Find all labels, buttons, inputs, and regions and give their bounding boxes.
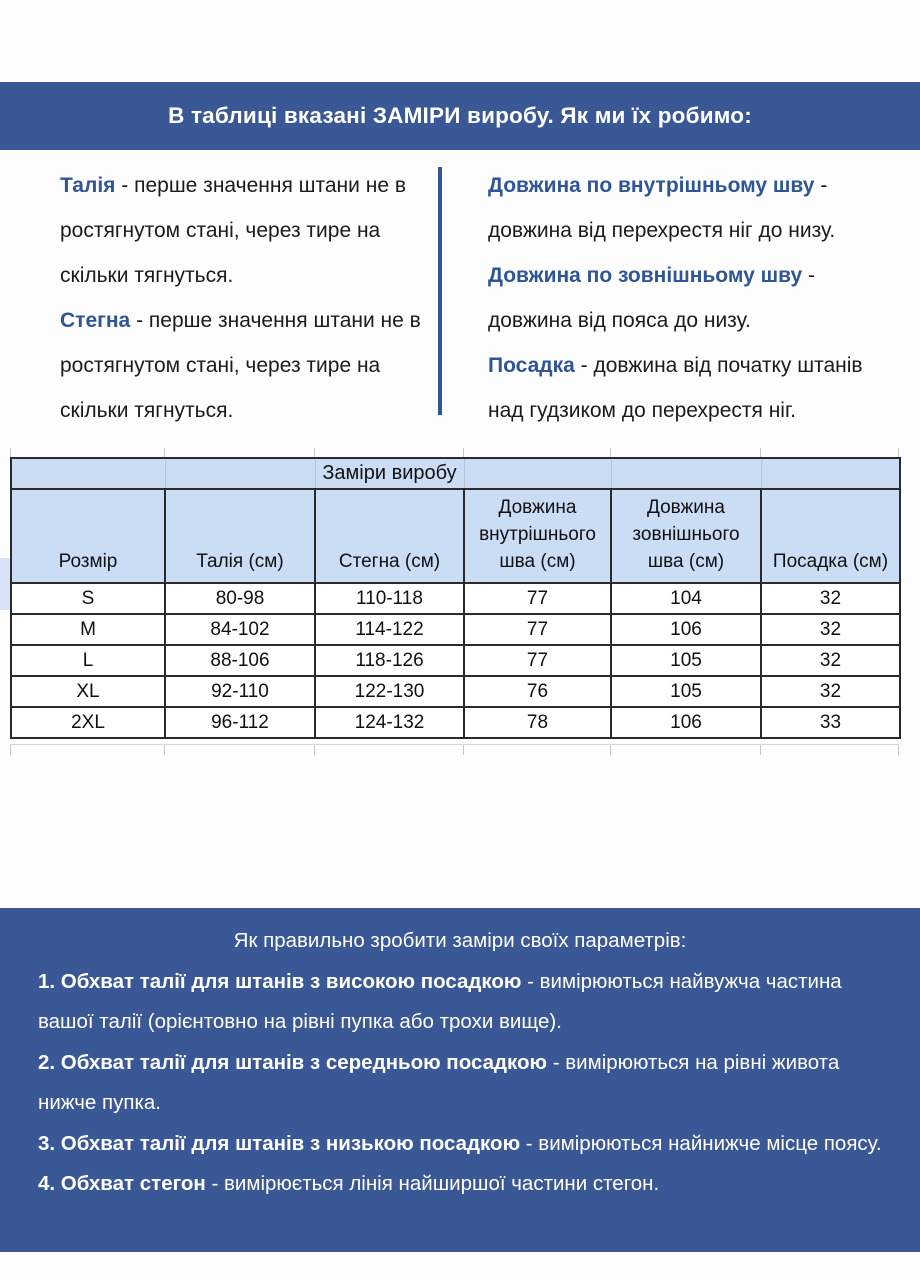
- instruction-item-4: [38, 1164, 882, 1205]
- column-header-outseam: Довжина зовнішнього шва (см): [611, 489, 761, 583]
- cell-rise: 33: [761, 707, 900, 738]
- definition-text-hips: - перше значення штани не в ростягнутом стані, через тире на скільки тягнуться.: [60, 309, 421, 422]
- definition-term-hips: Стегна: [60, 309, 131, 332]
- table-title-cell: Заміри виробу: [315, 458, 464, 489]
- definitions-right-column: [488, 163, 892, 433]
- cell-inseam: 77: [464, 614, 611, 645]
- grid-tick: [610, 745, 611, 755]
- definition-inseam: [488, 163, 892, 253]
- cell-waist: 84-102: [165, 614, 315, 645]
- instruction-text-3: - вимірюються найнижче місце поясу.: [525, 1131, 882, 1155]
- grid-tick: [610, 448, 611, 457]
- table-title-cell: [464, 458, 611, 489]
- table-header-row: [11, 489, 900, 583]
- instruction-lead-1: 1. Обхват талії для штанів з високою посадкою: [38, 969, 522, 993]
- cell-waist: 92-110: [165, 676, 315, 707]
- grid-tick: [164, 745, 165, 755]
- cell-outseam: 105: [611, 645, 761, 676]
- definition-term-inseam: Довжина по внутрішньому шву: [488, 174, 815, 197]
- cell-waist: 80-98: [165, 583, 315, 614]
- definition-rise: [488, 343, 892, 433]
- cell-outseam: 105: [611, 676, 761, 707]
- definition-text-inseam: - довжина від перехрестя ніг до низу.: [488, 174, 836, 242]
- cell-size: S: [11, 583, 165, 614]
- cell-hips: 118-126: [315, 645, 464, 676]
- grid-remnant-top: [10, 448, 899, 457]
- grid-tick: [898, 745, 899, 755]
- grid-tick: [10, 745, 11, 755]
- column-header-inseam: Довжина внутрішнього шва (см): [464, 489, 611, 583]
- cell-size: M: [11, 614, 165, 645]
- definition-term-outseam: Довжина по зовнішньому шву: [488, 264, 803, 287]
- size-table: [10, 457, 901, 739]
- definition-text-rise: - довжина від початку штанів над гудзиком до перехрестя ніг.: [488, 354, 863, 422]
- instruction-lead-4: 4. Обхват стегон: [38, 1172, 206, 1195]
- cell-inseam: 77: [464, 583, 611, 614]
- table-row-s: [11, 583, 900, 614]
- column-header-rise: Посадка (см): [761, 489, 900, 583]
- definitions-section: [0, 163, 920, 423]
- table-row-l: [11, 645, 900, 676]
- instruction-text-2: - вимірюються на рівні живота нижче пупка.: [38, 1050, 840, 1114]
- definition-hips: [60, 298, 436, 433]
- instruction-lead-2: 2. Обхват талії для штанів з середньою посадкою: [38, 1050, 548, 1074]
- definitions-divider: [438, 167, 442, 415]
- definition-text-waist: - перше значення штани не в ростягнутом стані, через тире на скільки тягнуться.: [60, 174, 406, 287]
- cell-hips: 122-130: [315, 676, 464, 707]
- table-row-xl: [11, 676, 900, 707]
- cell-size: L: [11, 645, 165, 676]
- grid-tick: [164, 448, 165, 457]
- grid-tick: [314, 745, 315, 755]
- table-title-row: [11, 458, 900, 489]
- cell-outseam: 106: [611, 707, 761, 738]
- cell-waist: 88-106: [165, 645, 315, 676]
- cell-size: XL: [11, 676, 165, 707]
- definition-waist: [60, 163, 436, 298]
- cell-waist: 96-112: [165, 707, 315, 738]
- column-header-waist: Талія (см): [165, 489, 315, 583]
- size-table-wrap: [10, 457, 901, 739]
- definition-term-waist: Талія: [60, 174, 116, 197]
- header-banner: [0, 82, 920, 150]
- instruction-text-1: - вимірюються найвужча частина вашої талії (орієнтовно на рівні пупка або трохи вище).: [38, 969, 842, 1033]
- table-title-cell: [165, 458, 315, 489]
- grid-tick: [760, 448, 761, 457]
- header-banner-title: В таблиці вказані ЗАМІРИ виробу. Як ми їх робимо:: [168, 103, 752, 128]
- cell-inseam: 78: [464, 707, 611, 738]
- instruction-item-3: [38, 1124, 882, 1165]
- cell-outseam: 104: [611, 583, 761, 614]
- instruction-lead-3: 3. Обхват талії для штанів з низькою посадкою: [38, 1131, 521, 1155]
- definitions-left-column: [60, 163, 436, 433]
- instruction-item-2: [38, 1043, 882, 1124]
- instruction-item-1: [38, 962, 882, 1043]
- cell-inseam: 77: [464, 645, 611, 676]
- instructions-title: Як правильно зробити заміри своїх параметрів:: [233, 929, 687, 952]
- table-row-m: [11, 614, 900, 645]
- instruction-text-4: - вимірюється лінія найширшої частини стегон.: [211, 1172, 660, 1195]
- grid-tick: [463, 448, 464, 457]
- cell-rise: 32: [761, 645, 900, 676]
- cell-inseam: 76: [464, 676, 611, 707]
- cell-rise: 32: [761, 676, 900, 707]
- instructions-section: [0, 908, 920, 1252]
- grid-tick: [314, 448, 315, 457]
- grid-tick: [10, 448, 11, 457]
- table-title-cell: [611, 458, 761, 489]
- grid-tick: [463, 745, 464, 755]
- column-header-hips: Стегна (см): [315, 489, 464, 583]
- cell-hips: 110-118: [315, 583, 464, 614]
- grid-tick: [898, 448, 899, 457]
- definition-term-rise: Посадка: [488, 354, 575, 377]
- definition-text-outseam: - довжина від пояса до низу.: [488, 264, 816, 332]
- table-row-2xl: [11, 707, 900, 738]
- cell-outseam: 106: [611, 614, 761, 645]
- definition-outseam: [488, 253, 892, 343]
- cell-hips: 124-132: [315, 707, 464, 738]
- cell-hips: 114-122: [315, 614, 464, 645]
- column-header-size: Розмір: [11, 489, 165, 583]
- cell-rise: 32: [761, 583, 900, 614]
- table-title-cell: [11, 458, 165, 489]
- table-title-cell: [761, 458, 900, 489]
- cell-size: 2XL: [11, 707, 165, 738]
- cell-rise: 32: [761, 614, 900, 645]
- grid-remnant-bottom: [10, 744, 899, 755]
- grid-tick: [760, 745, 761, 755]
